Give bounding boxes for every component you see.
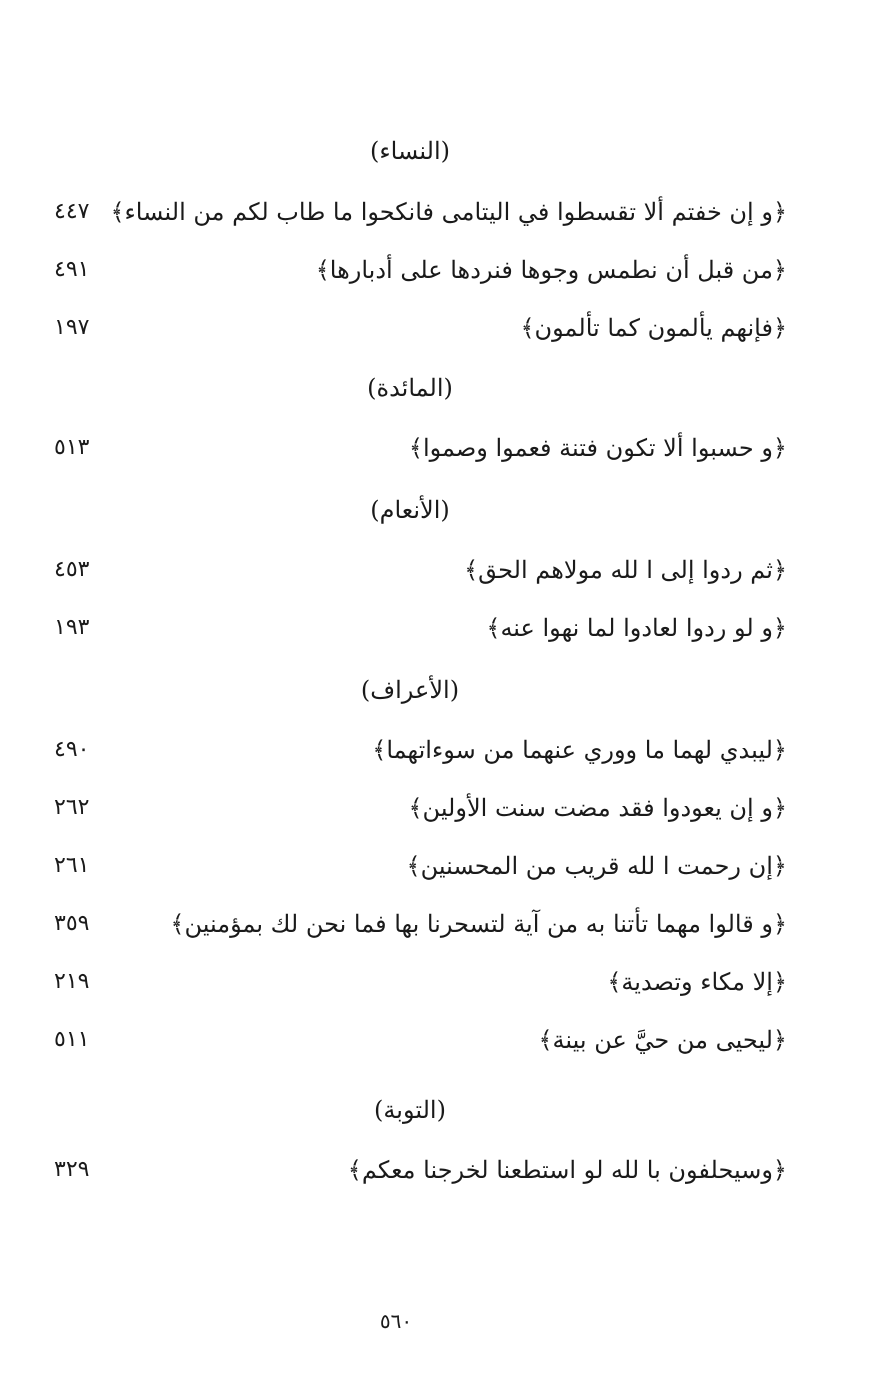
surah-heading-maida: (المائدة) [367, 374, 453, 402]
verse-text: ﴿و إن يعودوا فقد مضت سنت الأولين﴾ [408, 794, 787, 822]
page-reference: ٥١٣ [54, 435, 90, 460]
verse-row [0, 308, 873, 348]
page-reference: ٤٤٧ [54, 199, 90, 224]
page-reference: ٥١١ [54, 1027, 90, 1052]
page-reference: ٣٢٩ [54, 1157, 90, 1182]
page-reference: ٤٩٠ [54, 737, 90, 762]
verse-row [0, 846, 873, 886]
page-reference: ٤٥٣ [54, 557, 90, 582]
verse-row [0, 730, 873, 770]
verse-text: ﴿و حسبوا ألا تكون فتنة فعموا وصموا﴾ [408, 434, 787, 462]
page-reference: ٢٦٢ [54, 795, 90, 820]
verse-row [0, 1020, 873, 1060]
verse-text: ﴿ليحيى من حيَّ عن بينة﴾ [538, 1026, 787, 1054]
surah-heading-araf: (الأعراف) [360, 676, 460, 704]
verse-row [0, 1150, 873, 1190]
verse-text: ﴿ثم ردوا إلى ا لله مولاهم الحق﴾ [464, 556, 787, 584]
verse-text: ﴿إن رحمت ا لله قريب من المحسنين﴾ [406, 852, 787, 880]
verse-row [0, 788, 873, 828]
verse-text: ﴿و قالوا مهما تأتنا به من آية لتسحرنا بها فما نحن لك بمؤمنين﴾ [170, 910, 787, 938]
page-reference: ١٩٧ [54, 315, 90, 340]
surah-heading-nisa: (النساء) [370, 137, 450, 165]
page-reference: ٢١٩ [54, 969, 90, 994]
verse-row [0, 250, 873, 290]
surah-heading-tawba: (التوبة) [374, 1096, 446, 1124]
verse-text: ﴿و إن خفتم ألا تقسطوا في اليتامى فانكحوا ما طاب لكم من النساء﴾ [110, 198, 787, 226]
page-reference: ٣٥٩ [54, 911, 90, 936]
verse-text: ﴿إلا مكاء وتصدية﴾ [607, 968, 787, 996]
page-reference: ٢٦١ [54, 853, 90, 878]
verse-row [0, 904, 873, 944]
verse-row [0, 428, 873, 468]
page-reference: ٤٩١ [54, 257, 90, 282]
surah-heading-anam: (الأنعام) [370, 496, 450, 524]
verse-text: ﴿فإنهم يألمون كما تألمون﴾ [520, 314, 787, 342]
verse-text: ﴿من قبل أن نطمس وجوها فنردها على أدبارها﴾ [315, 256, 787, 284]
verse-row [0, 550, 873, 590]
verse-text: ﴿و لو ردوا لعادوا لما نهوا عنه﴾ [486, 614, 787, 642]
verse-text: ﴿ليبدي لهما ما ووري عنهما من سوءاتهما﴾ [372, 736, 787, 764]
page-reference: ١٩٣ [54, 615, 90, 640]
page-number: ٥٦٠ [379, 1309, 413, 1333]
verse-row [0, 608, 873, 648]
verse-text: ﴿وسيحلفون با لله لو استطعنا لخرجنا معكم﴾ [347, 1156, 787, 1184]
verse-row [0, 962, 873, 1002]
verse-row [0, 192, 873, 232]
